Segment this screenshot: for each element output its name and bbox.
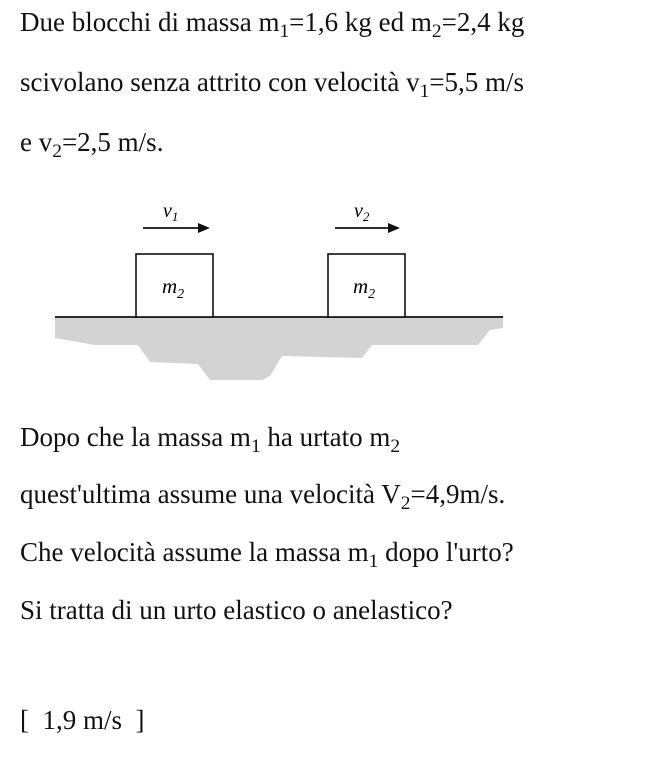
- text-segment: scivolano senza attrito con velocità v: [20, 67, 420, 97]
- text-segment: Dopo che la massa m: [20, 422, 251, 452]
- arrowhead-right: [388, 223, 400, 233]
- text-segment: quest'ultima assume una velocità V: [20, 479, 401, 509]
- question-line-3: [20, 535, 514, 573]
- subscript: 1: [250, 436, 261, 458]
- question-line-1: [20, 420, 401, 458]
- text-segment: =2,4 kg: [441, 7, 525, 37]
- subscript: 1: [419, 81, 430, 103]
- subscript: 2: [52, 141, 62, 163]
- text-segment: Si tratta di un urto elastico o anelastico?: [20, 595, 453, 625]
- text-segment: =4,9m/s.: [410, 479, 506, 509]
- ground-surface: [55, 317, 503, 380]
- arrowhead-left: [198, 223, 210, 233]
- text-segment: e v: [20, 127, 53, 157]
- text-segment: =2,5 m/s.: [61, 127, 164, 157]
- text-segment: dopo l'urto?: [378, 537, 514, 567]
- subscript: 2: [390, 436, 401, 458]
- subscript: 2: [400, 493, 411, 515]
- text-segment: ha urtato m: [260, 422, 391, 452]
- question-line-2: [20, 477, 506, 515]
- answer: [ 1,9 m/s ]: [20, 705, 145, 735]
- subscript: 1: [368, 551, 379, 573]
- text-segment: Due blocchi di massa m: [20, 7, 280, 37]
- question-line-4: [20, 593, 453, 627]
- velocity-label-right: $v_2$: [354, 200, 370, 224]
- subscript: 2: [431, 21, 442, 43]
- text-segment: =1,6 kg ed m: [289, 7, 432, 37]
- block-right-label: $m_2$: [353, 274, 376, 302]
- block-left-label: $m_2$: [162, 274, 185, 302]
- velocity-label-left: $v_1$: [163, 200, 179, 224]
- text-segment: =5,5 m/s: [429, 67, 525, 97]
- text-segment: Che velocità assume la massa m: [20, 537, 369, 567]
- subscript: 1: [279, 21, 290, 43]
